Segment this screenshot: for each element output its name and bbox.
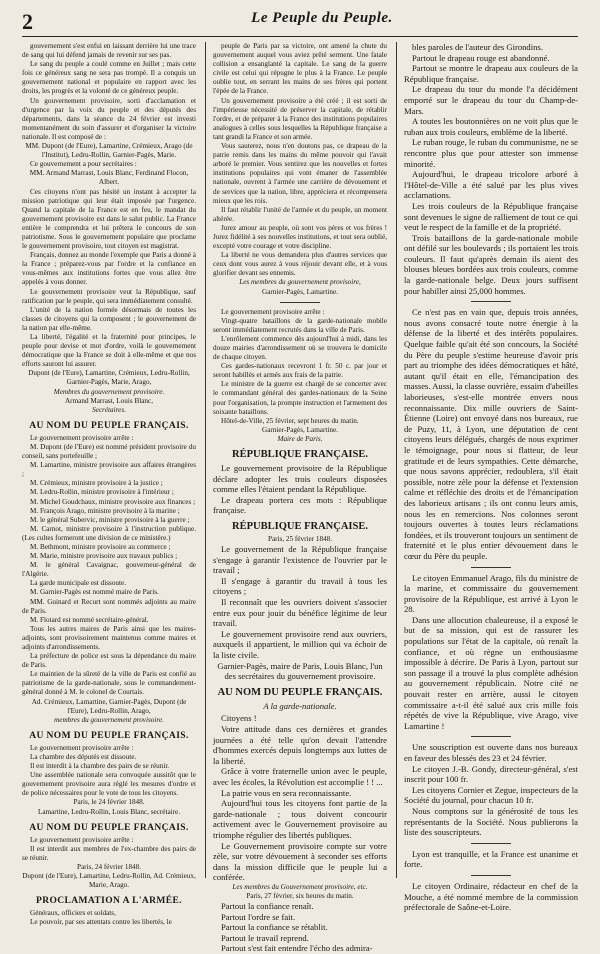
signatories: Dupont (de l'Eure), Lamartine, Ledru-Rollin, Ad. Crémieux, Marie, Arago. — [22, 871, 196, 890]
paragraph: MM. Guinard et Recurt sont nommés adjoints au maire de Paris. — [22, 597, 196, 615]
separator — [471, 736, 511, 737]
signatories: Ad. Crémieux, Lamartine, Garnier-Pagès, Dupont (de l'Eure), Ledru-Rollin, Arago, — [31, 697, 187, 715]
paragraph: M. le général Cavaignac, gouverneur-général de l'Algérie. — [22, 561, 196, 579]
signatories: MM. Armand Marrast, Louis Blanc, Ferdinand Flocon, Albert. — [29, 169, 189, 187]
paragraph: Ces gardes-nationaux recevront 1 fr. 50 c. par jour et seront habillés et armés aux frais de la patrie. — [213, 362, 387, 380]
paragraph: Ce n'est pas en vain que, depuis trois années, nous avons consacré toute notre énergie à la défense de la liberté et des intérêts populaires. Quelque faible qu'ait été son concours, la Société du Père du peuple s'estime heureuse d'avoir pris part au triomphe des idées démocratiques et hâté, autant qu'il était en elle, l'émancipation des masses. Aussi, la classe ouvrière, essaim d'abeilles laborieuses, s'est-elle montrée envers nous reconnaissante. Dix mille ouvriers de Saint-Étienne (Loire) ont envoyé dans nos bureaux, rue de Puzy, 11, à Lyon, une députation de cent citoyens leurs délégués, chargés de nous exprimer le témoignage, pour nous si flatteur, de leur gratitude et de leurs sympathies. Cette démarche, que nous savons apprécier, redoublera, s'il était possible, notre zèle pour la défense et l'extension calme et réfléchie des droits et de l'émancipation des laborieux artisans ; ils ont connu leurs amis, nous les en remercions. Nos colonnes seront toujours ouvertes à toutes leurs réclamations fondées, et ils trouveront toujours un sentiment de fraternité et le plus entier dévouement dans le cœur du Père du peuple. — [404, 307, 578, 561]
separator — [471, 567, 511, 568]
paragraph: Le citoyen J.-B. Gondy, directeur-général, s'est inscrit pour 100 fr. — [404, 763, 578, 785]
paragraph: gouvernement s'est enfui en laissant derrière lui une trace de sang qui lui défend jamais de revenir sur ses pas. — [22, 42, 196, 60]
paragraph: Le Gouvernement provisoire compte sur votre zèle, sur votre dévouement à seconder ses efforts dans la mission difficile que le peuple lui a conférée. — [213, 840, 387, 883]
paragraph: M. Lamartine, ministre provisoire aux affaires étrangères ; — [22, 461, 196, 479]
page-number: 2 — [22, 9, 33, 34]
separator — [471, 875, 511, 876]
paragraph: M. Dupont (de l'Eure) est nommé président provisoire du conseil, sans portefeuille ; — [22, 442, 196, 461]
paragraph: Tous les autres maires de Paris ainsi que les maires-adjoints, sont provisoirement maintenus comme maires et adjoints d'arrondissements. — [22, 624, 196, 651]
paragraph: Trois bataillons de la garde-nationale mobile ont défilé sur les boulevards ; ils portaient les trois couleurs. Il faut qu'après demain ils aient des blouses bleues bordées aux trois couleurs, comme la garde-nationale belge. Deux jours suffisent pour habiller ainsi 25,000 hommes. — [404, 232, 578, 296]
paragraph: Vous sauterez, nous n'en doutons pas, ce drapeau de la patrie remis dans les mains du même pouvoir qui l'avait arboré le premier. Vous sentirez que les nouvelles et fortes institutions populaires qui vont émaner de l'assemblée nationale, ouvrent à l'armée une carrière de dévouement et de services que la nation, libre, appréciera et récompensera mieux que les rois. — [213, 142, 387, 205]
paragraph: M. Garnier-Pagès est nommé maire de Paris. — [30, 588, 159, 597]
paragraph: Citoyens ! — [221, 713, 257, 724]
paragraph: Partout se montre le drapeau aux couleurs de la République française. — [404, 63, 578, 84]
page-header — [22, 8, 578, 37]
signature-role: Maire de Paris. — [277, 434, 323, 443]
paragraph: Français, donnez au monde l'exemple que Paris a donné à la France ; préparez-vous par l'ordre et la confiance en vous-mêmes aux institutions fortes que vous allez être appelés à vous donner. — [22, 251, 196, 287]
column-divider — [205, 42, 206, 878]
paragraph: Nous comptons sur la générosité de tous les représentants de la Société. Nous publierons la liste des souscripteurs. — [404, 805, 578, 838]
section-heading: RÉPUBLIQUE FRANÇAISE. — [232, 449, 368, 461]
column-3 — [404, 42, 578, 913]
paragraph: Le gouvernement provisoire rend aux ouvriers, auxquels il appartient, le million qui va échoir de la liste civile. — [213, 628, 387, 661]
paragraph: Il est interdit à la chambre des pairs de se réunir. — [30, 762, 170, 771]
paragraph: Le gouvernement provisoire arrête : — [30, 835, 134, 844]
column-2 — [213, 42, 387, 954]
signatories: Garnier-Pagès, maire de Paris, Louis Blanc, l'un des secrétaires du gouvernement provisoire. — [217, 660, 383, 682]
paragraph: Une assemblée nationale sera convoquée aussitôt que le gouvernement provisoire aura réglé les mesures d'ordre et de police nécessaires pour le vote de tous les citoyens. — [22, 771, 196, 798]
column-divider — [396, 42, 397, 878]
signatories: Armand Marrast, Louis Blanc, — [64, 396, 154, 405]
section-heading: AU NOM DU PEUPLE FRANÇAIS. — [217, 686, 383, 698]
section-heading: PROCLAMATION A L'ARMÉE. — [36, 896, 182, 907]
paragraph: M. le général Subervic, ministre provisoire à la guerre ; — [30, 515, 190, 524]
paragraph: La préfecture de police est sous la dépendance du maire de Paris. — [22, 652, 196, 670]
paragraph: Partout la confiance se rétablit. — [221, 922, 328, 933]
signatories: Garnier-Pagès, Lamartine. — [262, 425, 338, 434]
paragraph: Partout l'ordre se fait. — [221, 911, 296, 922]
paragraph: Grâce à votre fraternelle union avec le peuple, avec les écoles, la Révolution est accomplie ! ! ... — [213, 766, 387, 787]
paragraph: Le citoyen Emmanuel Arago, fils du ministre de la marine, et commissaire du gouvernement provisoire de la République, est arrivé à Lyon le 28. — [404, 572, 578, 615]
signatories: Garnier-Pagès, Lamartine. — [262, 287, 338, 296]
signature-role: Membres du gouvernement provisoire. — [53, 387, 165, 396]
paragraph: Partout le travail reprend. — [221, 932, 309, 943]
signatories: Dupont (de l'Eure), Lamartine, Crémieux, Ledru-Rollin, Garnier-Pagès, Marie, Arago, — [28, 369, 190, 387]
paragraph: Les citoyens Cornier et Zegue, inspecteurs de la Société du journal, pour chacun 10 fr. — [404, 784, 578, 806]
paragraph: Le maintien de la sûreté de la ville de Paris est confié au patriotisme de la garde-nationale, sous le commandement-général donné à M. le colonel de Courtais. — [22, 670, 196, 697]
paragraph: M. Flotard est nommé secrétaire-général. — [30, 615, 149, 624]
newspaper-title: Le Peuple du Peuple. — [251, 10, 393, 26]
paragraph: Il est interdit aux membres de l'ex-chambre des pairs de se réunir. — [22, 844, 196, 862]
section-heading: AU NOM DU PEUPLE FRANÇAIS. — [29, 730, 189, 741]
separator — [471, 301, 511, 302]
paragraph: A toutes les boutonnières on ne voit plus que le ruban aux trois couleurs, emblème de la liberté. — [404, 116, 578, 137]
paragraph: Le gouvernement provisoire arrête : — [221, 307, 325, 316]
paragraph: Le ministre de la guerre est chargé de se concerter avec le commandant général des gardes-nationaux de la Seine pour l'organisation, la prompte instruction et l'armement des soixante bataillons. — [213, 380, 387, 416]
paragraph: Le pouvoir, par ses attentats contre les libertés, le — [30, 918, 172, 927]
paragraph: Dans une allocution chaleureuse, il a exposé le but de sa mission, qui est de rassurer les populations sur l'état de la capitale, où renaît la confiance, et où règne un enthousiasme impossible à décrire. De Paris à Lyon, partout sur son passage il a trouvé la plus complète adhésion au gouvernement républicain. Notre cité ne pouvait rester en arrière, aussi le citoyen commissaire a-t-il été salué aux cris mille fois répétés de vive la République, vive Arago, vive Lamartine ! — [404, 614, 578, 731]
paragraph: Généraux, officiers et soldats, — [30, 909, 116, 918]
paragraph: La patrie vous en sera reconnaissante. — [221, 787, 352, 798]
paragraph: M. Marie, ministre provisoire aux travaux publics ; — [30, 552, 178, 561]
paragraph: Un gouvernement provisoire, sorti d'acclamation et d'urgence par la voix du peuple et des députés des départements, dans la séance du 24 février est investi momentanément du soin d'assurer et d'organiser la victoire nationale. Il est composé de : — [22, 96, 196, 141]
separator — [280, 302, 320, 303]
signature-role: Secrétaires. — [92, 405, 126, 414]
paragraph: Ces citoyens n'ont pas hésité un instant à accepter la mission patriotique qui leur était imposée par l'urgence. Quand la capitale de la France est en feu, le mandat du gouvernement provisoire est dans le salut public. La France entière le comprendra et lui prêtera le concours de son patriotisme. Sous le gouvernement populaire que proclame le gouvernement provisoire, tout citoyen est magistrat. — [22, 187, 196, 251]
paragraph: Le gouvernement provisoire veut la République, sauf ratification par le peuple, qui sera immédiatement consulté. — [22, 287, 196, 305]
paragraph: Les trois couleurs de la République française sont devenues le signe de ralliement de tout ce qui veut le respect de la famille et de la propriété. — [404, 200, 578, 233]
paragraph: Ce gouvernement a pour secrétaires : — [30, 160, 137, 169]
paragraph: Partout s'est fait entendre l'écho des admira- — [221, 943, 373, 954]
paragraph: La liberté, l'égalité et la fraternité pour principes, le peuple pour devise et mot d'ordre, voilà le gouvernement démocratique que la France se doit à elle-même et que nos efforts sauront lui assurer. — [22, 333, 196, 369]
section-heading: RÉPUBLIQUE FRANÇAISE. — [232, 521, 368, 532]
paragraph: M. Bethmont, ministre provisoire au commerce ; — [30, 542, 171, 551]
paragraph: Le gouvernement provisoire arrête : — [30, 743, 134, 752]
dateline: Paris, 25 février 1848. — [267, 535, 333, 543]
paragraph: Le gouvernement provisoire de la République déclare adopter les trois couleurs disposées comme elles l'étaient pendant la République. — [213, 463, 387, 495]
dateline: Paris, le 24 février 1848. — [73, 798, 145, 807]
section-heading: AU NOM DU PEUPLE FRANÇAIS. — [29, 420, 189, 431]
paragraph: Il faut rétablir l'unité de l'armée et du peuple, un moment altérée. — [213, 205, 387, 223]
paragraph: Jurez amour au peuple, où sont vos pères et vos frères ! Jurez fidélité à ses nouvelles institutions, et tout sera oublié, excepté votre courage et votre discipline. — [213, 223, 387, 251]
dateline: Paris, 24 février 1848. — [76, 862, 142, 871]
paragraph: Le drapeau portera ces mots : République française. — [213, 494, 387, 516]
signature-role: membres du gouvernement provisoire. — [54, 715, 164, 724]
paragraph: Partout la confiance renaît. — [221, 901, 314, 912]
separator — [471, 843, 511, 844]
paragraph: Il reconnaît que les ouvriers doivent s'associer entre eux pour jouir du bénéfice légitime de leur travail. — [213, 597, 387, 629]
paragraph: Le drapeau du tour du monde l'a décidément emporté sur le drapeau du tour du Champ-de-Mars. — [404, 84, 578, 116]
paragraph: Une souscription est ouverte dans nos bureaux en faveur des blessés des 23 et 24 février. — [404, 742, 578, 763]
paragraph: Aujourd'hui, le drapeau tricolore arboré à l'Hôtel-de-Ville a été salué par les plus vives acclamations. — [404, 169, 578, 201]
paragraph: Le sang du peuple a coulé comme en Juillet ; mais cette fois ce généreux sang ne sera pas trompé. Il a conquis un gouvernement national et populaire en rapport avec les droits, les progrès et la volonté de ce généreux peuple. — [22, 60, 196, 96]
paragraph: Lyon est tranquille, et la France est unanime et forte. — [404, 848, 578, 870]
paragraph: M. Crémieux, ministre provisoire à la justice ; — [30, 479, 163, 488]
signature-role: Les membres du gouvernement provisoire, — [239, 278, 361, 287]
column-1 — [22, 42, 196, 927]
paragraph: M. Carnot, ministre provisoire à l'instruction publique. (Les cultes formeront une division de ce ministère.) — [22, 524, 196, 542]
paragraph: La garde municipale est dissoute. — [30, 579, 127, 588]
paragraph: Le ruban rouge, le ruban du communisme, ne se rencontre plus que pour attester son immense minorité. — [404, 137, 578, 169]
dateline: Paris, 27 février, six heures du matin. — [246, 892, 354, 900]
paragraph: Partout le drapeau rouge est abandonné. — [412, 52, 550, 63]
section-heading: AU NOM DU PEUPLE FRANÇAIS. — [29, 822, 189, 833]
paragraph: M. Michel Goudchaux, ministre provisoire aux finances ; — [30, 497, 196, 506]
section-subheading: A la garde-nationale. — [263, 700, 337, 711]
paragraph: peuple de Paris par sa victoire, ont amené la chute du gouvernement auquel vous aviez prêté serment. Une fatale collision a ensanglanté la capitale. Le sang de la guerre civile est celui qui répugne le plus à la France. Le peuple oublie tout, en serrant les mains de ses frères qui portent l'épée de la France. — [213, 42, 387, 96]
paragraph: L'unité de la nation formée désormais de toutes les classes de citoyens qui la composent ; le gouvernement de la nation par elle-même. — [22, 305, 196, 332]
paragraph: Le citoyen Ordinaire, rédacteur en chef de la Mouche, a été nommé membre de la commission préfectorale de Saône-et-Loire. — [404, 880, 578, 913]
paragraph: Votre attitude dans ces dernières et grandes journées a été telle qu'on devait l'attendre d'hommes exercés depuis longtemps aux luttes de la liberté. — [213, 724, 387, 766]
paragraph: L'enrôlement commence dès aujourd'hui à midi, dans les douze mairies d'arrondissement où se trouvera le domicile de chaque citoyen. — [213, 334, 387, 362]
paragraph: Vingt-quatre bataillons de la garde-nationale mobile seront immédiatement recrutés dans la ville de Paris. — [213, 316, 387, 334]
signatories: Lamartine, Ledru-Rollin, Louis Blanc, secrétaire. — [37, 807, 181, 816]
paragraph: bles paroles de l'auteur des Girondins. — [412, 42, 543, 52]
paragraph: Un gouvernement provisoire a été créé ; il est sorti de l'impérieuse nécessité de préserver la capitale, de rétablir l'ordre, et de préparer à la France des institutions populaires analogues à celles sous lesquelles la République française a tant grandi la France et son armée. — [213, 96, 387, 141]
paragraph: Le gouvernement de la République française s'engage à garantir l'existence de l'ouvrier par le travail ; — [213, 544, 387, 576]
paragraph: La chambre des députés est dissoute. — [30, 752, 137, 761]
paragraph: Aujourd'hui tous les citoyens font partie de la garde-nationale ; tous doivent concourir activement avec le Gouvernement provisoire au triomphe régulier des libertés publiques. — [213, 798, 387, 840]
paragraph: La liberté ne vous demandera plus d'autres services que ceux dont vous aurez à vous réjouir devant elle, et à vous glorifier devant ses ennemis. — [213, 251, 387, 278]
paragraph: Le gouvernement provisoire arrête : — [30, 433, 134, 442]
signature-role: Les membres du Gouvernement provisoire, etc. — [232, 882, 368, 891]
signatories: MM. Dupont (de l'Eure), Lamartine, Crémieux, Arago (de l'Institut), Ledru-Rollin, Garnier-Pagès, Marie. — [25, 142, 193, 160]
paragraph: M. Ledru-Rollin, ministre provisoire à l'intérieur ; — [30, 488, 174, 497]
paragraph: Il s'engage à garantir du travail à tous les citoyens ; — [213, 575, 387, 597]
paragraph: M. François Arago, ministre provisoire à la marine ; — [30, 506, 180, 515]
paragraph: Hôtel-de-Ville, 25 février, sept heures du matin. — [221, 416, 359, 425]
